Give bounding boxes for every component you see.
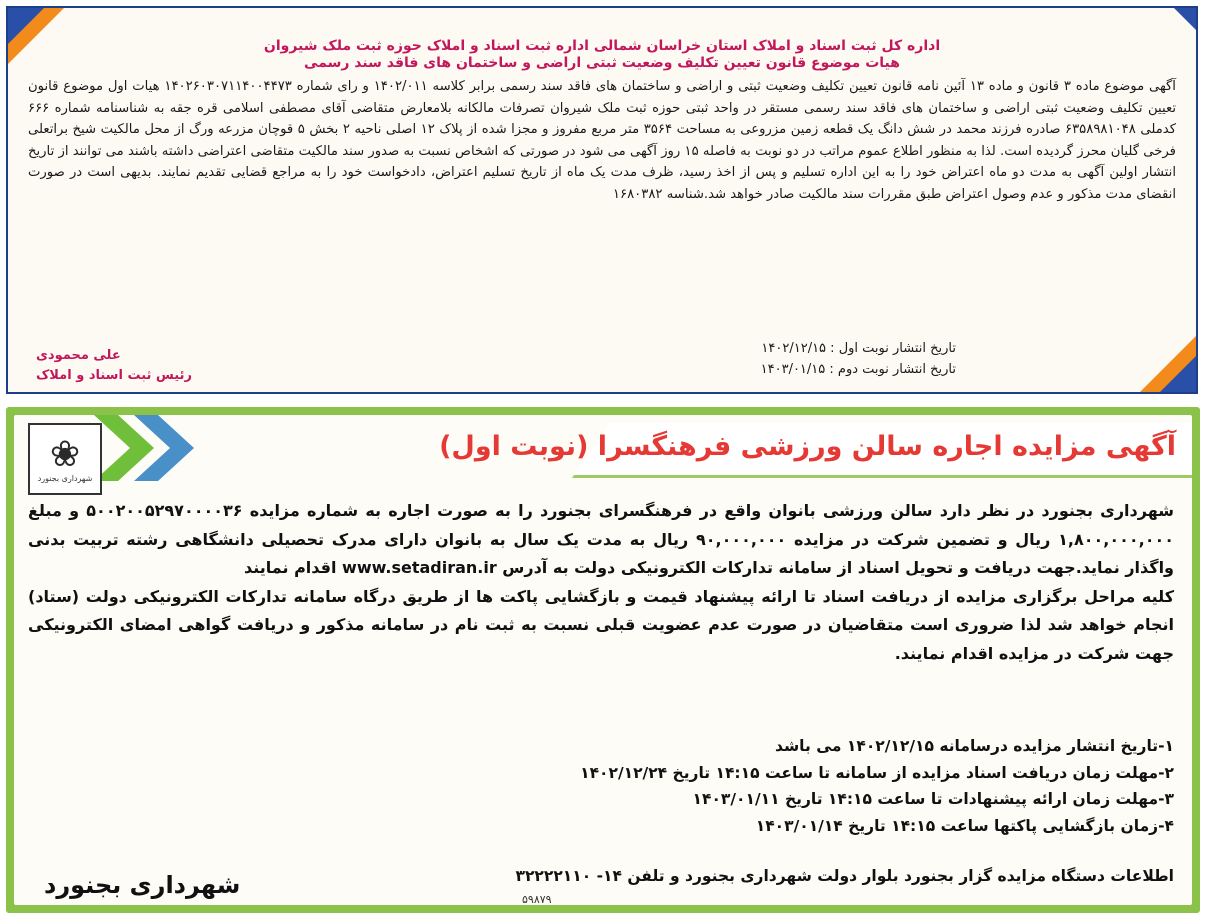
contact-info: اطلاعات دستگاه مزایده گزار بجنورد بلوار دولت شهرداری بجنورد و تلفن ۱۴- ۳۲۲۲۲۱۱۰: [515, 867, 1174, 885]
date-first: تاریخ انتشار نوبت اول : ۱۴۰۲/۱۲/۱۵: [761, 341, 956, 356]
signature-block: [36, 346, 192, 386]
list-item: ۴-زمان بازگشایی پاکتها ساعت ۱۴:۱۵ تاریخ ۱۴۰۳/۰۱/۱۴: [755, 816, 1174, 835]
notice-body: [28, 497, 1174, 668]
auction-notice: [6, 407, 1200, 913]
corner-decoration: [1158, 354, 1198, 394]
schedule-list: [580, 733, 1174, 839]
list-item: ۱-تاریخ انتشار مزایده درسامانه ۱۴۰۲/۱۲/۱۵ می باشد: [774, 737, 1174, 755]
corner-decoration: [6, 6, 46, 46]
body-paragraph: شهرداری بجنورد در نظر دارد سالن ورزشی بانوان واقع در فرهنگسرای بجنورد را به صورت اجاره به شماره مزایده ۵۰۰۲۰۰۵۲۹۷۰۰۰۰۳۶ و مبلغ ۱,۸۰۰,۰۰۰,۰۰۰ ریال و تضمین شرکت در مزایده ۹۰,۰۰۰,۰۰۰ ریال به مدت یک سال به بانوان دارای مدرک تحصیلی دانشگاهی رشته تربیت بدنی واگذار نماید.جهت دریافت و تحویل اسناد از سامانه تدارکات الکترونیکی دولت به آدرس www.setadiran.ir اقدام نمایند: [28, 501, 1174, 577]
list-item: ۲-مهلت زمان دریافت اسناد مزایده از سامانه تا ساعت ۱۴:۱۵ تاریخ ۱۴۰۲/۱۲/۲۴: [580, 763, 1174, 782]
date-second: تاریخ انتشار نوبت دوم : ۱۴۰۳/۰۱/۱۵: [760, 362, 956, 377]
notice-code: ۵۹۸۷۹: [522, 893, 552, 906]
municipality-name: شهرداری بجنورد: [44, 871, 241, 899]
notice-body: آگهی موضوع ماده ۳ قانون و ماده ۱۳ آئین نامه قانون تعیین تکلیف وضعیت ثبتی و اراضی و ساختمان های فاقد سند رسمی برابر کلاسه ۱۴۰۲/۰۱۱ و رای شماره ۱۴۰۲۶۰۳۰۷۱۱۴۰۰۴۴۷۳ هیات اول موضوع قانون تعیین تکلیف وضعیت ثبتی اراضی و ساختمان های فاقد سند رسمی مستقر در واحد ثبتی حوزه ثبت ملک شیروان تصرفات مالکانه بلامعارض متقاضی آقای مصطفی اسلامی قره جقه به شناسنامه شماره ۶۶۶ کدملی ۶۳۵۸۹۸۱۰۴۸ صادره فرزند محمد در شش دانگ یک قطعه زمین مزروعی به مساحت ۳۵۶۴ متر مربع مفروز و مجزا شده از پلاک ۱۲ اصلی ناحیه ۲ بخش ۵ قوچان مزرعه ورگ از محل مالکیت شیخ براتعلی فرخی گلیان محرز گردیده است. لذا به منظور اطلاع عموم مراتب در دو نوبت به فاصله ۱۵ روز آگهی می شود در صورتی که اشخاص نسبت به صدور سند مالکیت متقاضی اعتراضی داشته باشند می توانند از تاریخ انتشار اولین آگهی به مدت دو ماه اعتراض خود را به این اداره تسلیم و پس از اخذ رسید، ظرف مدت یک ماه از تاریخ تسلیم اعتراض، دادخواست خود را به مراجع قضایی تقدیم نمایند. بدیهی است در صورت انقضای مدت مذکور و عدم وصول اعتراض طبق مقررات سند مالکیت صادر خواهد شد.شناسه ۱۶۸۰۳۸۲: [28, 79, 1176, 202]
municipality-logo: [28, 423, 102, 495]
body-paragraph: کلیه مراحل برگزاری مزایده از دریافت اسناد تا ارائه پیشنهاد قیمت و بازگشایی پاکت ها از طریق درگاه سامانه تدارکات الکترونیکی دولت (ستاد) انجام خواهد شد لذا ضروری است متقاضیان در صورت عدم عضویت قبلی نسبت به ثبت نام در سامانه مذکور و دریافت گواهی امضای الکترونیکی جهت شرکت در مزایده اقدام نمایند.: [28, 586, 1174, 663]
notice-panel: [14, 415, 1192, 905]
header-line: هیات موضوع قانون تعیین تکلیف وضعیت ثبتی اراضی و ساختمان های فاقد سند رسمی: [304, 55, 900, 71]
flower-emblem-icon: ❀: [49, 433, 81, 475]
list-item: ۳-مهلت زمان ارائه پیشنهادات تا ساعت ۱۴:۱۵ تاریخ ۱۴۰۳/۰۱/۱۱: [692, 790, 1174, 808]
logo-caption: شهرداری بجنورد: [37, 473, 93, 483]
signer-name: علی محمودی: [36, 348, 121, 363]
signer-title: رئیس ثبت اسناد و املاک: [36, 368, 192, 383]
registry-notice: [6, 6, 1198, 394]
notice-header: [8, 38, 1196, 72]
publish-dates: [761, 338, 956, 380]
notice-title: آگهی مزایده اجاره سالن ورزشی فرهنگسرا (نوبت اول): [439, 431, 1176, 462]
corner-decoration: [1172, 6, 1198, 32]
header-line: اداره کل ثبت اسناد و املاک استان خراسان شمالی اداره ثبت اسناد و املاک حوزه ثبت ملک شیروان: [263, 38, 941, 54]
